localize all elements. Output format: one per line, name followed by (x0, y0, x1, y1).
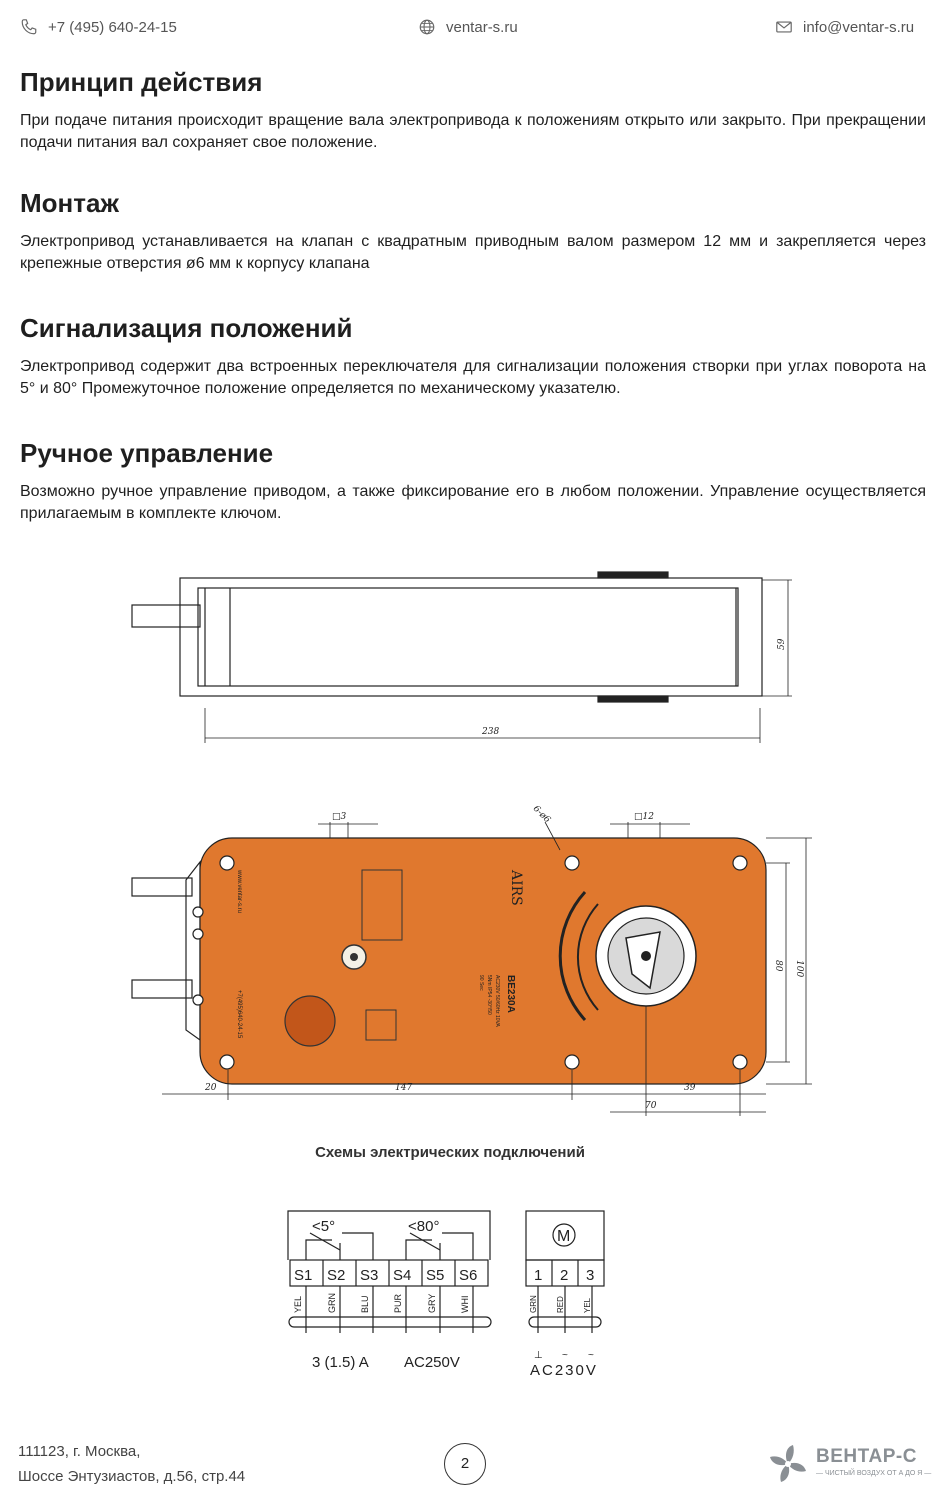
terminal-s2: S2 (327, 1267, 346, 1284)
motor-voltage: AC230V (530, 1362, 598, 1379)
dim-square-3: □3 (332, 812, 347, 822)
wire-gry: GRY (427, 1293, 437, 1313)
wiring-caption: Схемы электрических подключений (315, 1144, 585, 1161)
dim-147: 147 (395, 1083, 413, 1093)
model-label: BE230A (505, 975, 516, 1013)
dim-length: 238 (482, 727, 500, 737)
terminal-s4: S4 (393, 1267, 412, 1284)
motor-wire-grn: GRN (529, 1295, 538, 1313)
globe-icon (418, 18, 436, 36)
email-text: info@ventar-s.ru (803, 18, 915, 36)
wire-pur: PUR (393, 1293, 403, 1313)
phone-icon (20, 18, 38, 36)
motor-terminal-2: 2 (560, 1267, 569, 1284)
switch-angle-left: <5° (312, 1218, 336, 1235)
top-view-drawing (0, 560, 948, 760)
front-view-drawing (0, 800, 948, 1130)
wire-blu: BLU (360, 1295, 370, 1313)
fan-icon (766, 1442, 810, 1486)
motor-ground-symbol: ⊥ (534, 1350, 543, 1361)
brand-logo: AIRS (508, 870, 524, 906)
section-text: Электропривод содержит два встроенных переключателя для сигнализации положения створки при углах поворота на 5° и 80° Промежуточное положение определяется по механическому указателю. (20, 358, 926, 397)
section-title: Сигнализация положений (20, 313, 353, 343)
section-text: Возможно ручное управление приводом, а также фиксирование его в любом положении. Управление осуществляется прилагаемым в комплекте ключом. (20, 483, 926, 522)
section-mounting (20, 188, 926, 275)
logo-name: ВЕНТАР-С (816, 1446, 917, 1467)
wire-whi: WHI (460, 1295, 470, 1313)
dim-100: 100 (794, 960, 804, 978)
address-line-2: Шоссе Энтузиастов, д.56, стр.44 (18, 1468, 246, 1485)
dim-70: 70 (645, 1101, 657, 1111)
switch-wiring-diagram (280, 1205, 500, 1385)
section-signaling (20, 313, 926, 400)
dim-square-12: □12 (634, 812, 654, 822)
body-phone: +7(495)640-24-15 (236, 990, 242, 1039)
section-text: При подаче питания происходит вращение вала электропривода к положениям открыто или закрыто. При прекращении подачи питания вал сохраняет свое положение. (20, 112, 926, 151)
terminal-s5: S5 (426, 1267, 445, 1284)
section-title: Принцип действия (20, 67, 263, 97)
switch-rating: 3 (1.5) A (312, 1354, 369, 1371)
switch-angle-right: <80° (408, 1218, 440, 1235)
dim-holes: 6-ø6 (530, 803, 552, 826)
terminal-s6: S6 (459, 1267, 478, 1284)
motor-ac-symbol-2: ~ (588, 1350, 594, 1361)
motor-wire-red: RED (556, 1296, 565, 1313)
section-title: Ручное управление (20, 438, 274, 468)
motor-terminal-1: 1 (534, 1267, 543, 1284)
website-contact[interactable] (418, 18, 518, 36)
time-label: 90 Sec (478, 975, 484, 991)
phone-contact[interactable] (20, 18, 177, 36)
section-principle (20, 67, 926, 154)
phone-text: +7 (495) 640-24-15 (48, 18, 177, 36)
wire-yel: YEL (293, 1295, 303, 1313)
terminal-s3: S3 (360, 1267, 379, 1284)
contact-header (0, 18, 948, 40)
address-line-1: 111123, г. Москва, (18, 1443, 141, 1460)
section-manual-control (20, 438, 926, 525)
section-title: Монтаж (20, 188, 119, 218)
dim-80: 80 (773, 960, 783, 972)
section-text: Электропривод устанавливается на клапан с квадратным приводным валом размером 12 мм и закрепляется через крепежные отверстия ø6 мм к корпусу клапана (20, 233, 926, 272)
page-number: 2 (444, 1443, 486, 1485)
motor-symbol: M (557, 1228, 571, 1245)
dim-39: 39 (684, 1083, 696, 1093)
logo-slogan: — ЧИСТЫЙ ВОЗДУХ ОТ А ДО Я — (816, 1470, 932, 1477)
wire-grn: GRN (327, 1293, 337, 1313)
rating-label: AC230V 50/60Hz 10VA (494, 975, 500, 1027)
mail-icon (775, 18, 793, 36)
motor-wiring-diagram (520, 1205, 620, 1395)
body-website: www.ventar-s.ru (236, 870, 242, 914)
email-contact[interactable] (775, 18, 914, 36)
motor-terminal-3: 3 (586, 1267, 595, 1284)
motor-ac-symbol-1: ~ (562, 1350, 568, 1361)
switch-voltage: AC250V (404, 1354, 460, 1371)
terminal-s1: S1 (294, 1267, 313, 1284)
website-text: ventar-s.ru (446, 18, 518, 36)
footer-address (18, 1439, 245, 1489)
dim-20: 20 (205, 1083, 217, 1093)
protection-label: 5Nm IP54 -30°/50 (486, 975, 492, 1015)
company-logo[interactable] (766, 1442, 932, 1486)
motor-wire-yel: YEL (583, 1297, 592, 1313)
dim-height: 59 (777, 638, 787, 650)
